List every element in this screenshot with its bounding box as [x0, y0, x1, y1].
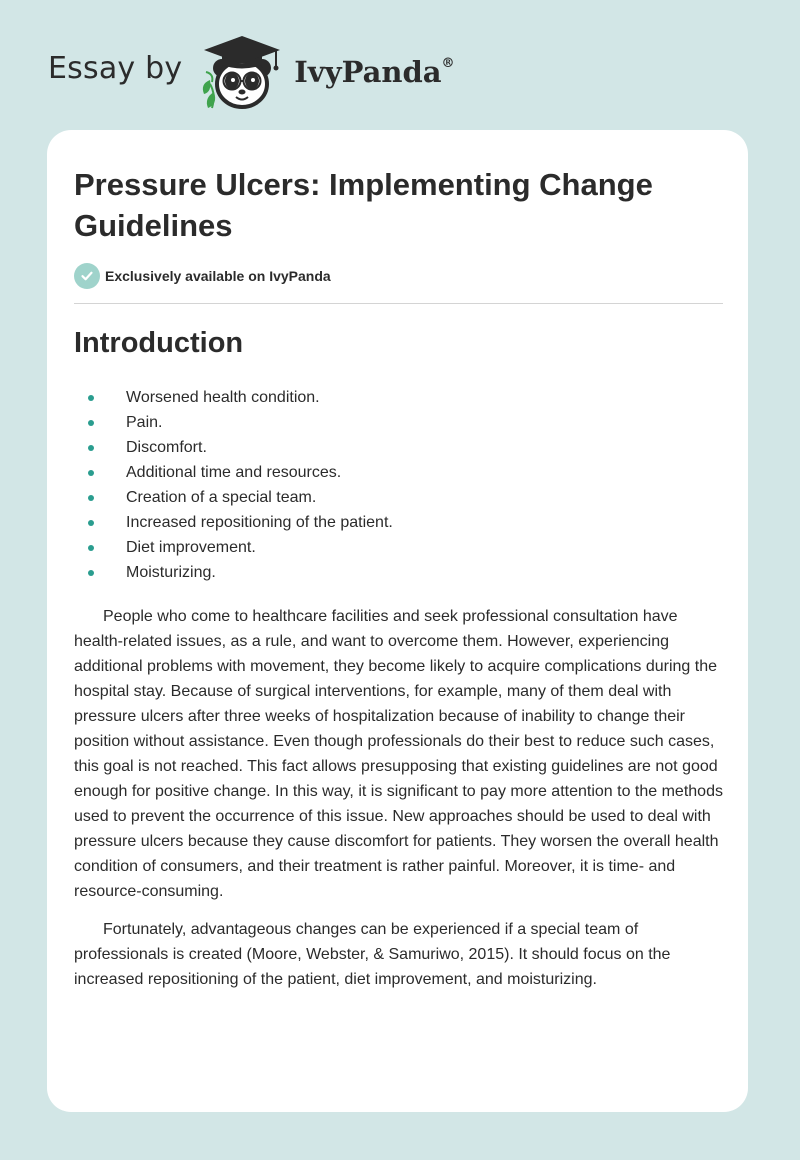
list-item [74, 560, 393, 585]
site-header [48, 34, 455, 114]
check-circle-icon [74, 263, 100, 289]
brand-name[interactable] [294, 55, 454, 89]
list-item [74, 435, 393, 460]
intro-bullet-list [74, 385, 393, 585]
list-item [74, 410, 393, 435]
essay-by-label: Essay by [48, 50, 183, 86]
bullet-dot-icon [88, 495, 94, 501]
list-item [74, 535, 393, 560]
ivy-leaf-icon [203, 72, 215, 108]
list-item-text: Diet improvement. [126, 539, 256, 556]
exclusive-label: Exclusively available on IvyPanda [105, 268, 331, 284]
list-item-text: Increased repositioning of the patient. [126, 514, 393, 531]
bullet-dot-icon [88, 445, 94, 451]
exclusive-badge [74, 263, 331, 289]
list-item-text: Creation of a special team. [126, 489, 317, 506]
section-heading-introduction: Introduction [74, 327, 244, 359]
bullet-dot-icon [88, 420, 94, 426]
essay-card [47, 130, 748, 1112]
list-item-text: Pain. [126, 414, 163, 431]
list-item [74, 460, 393, 485]
list-item [74, 485, 393, 510]
title-divider [74, 303, 723, 304]
list-item-text: Discomfort. [126, 439, 207, 456]
bullet-dot-icon [88, 395, 94, 401]
bullet-dot-icon [88, 570, 94, 576]
registered-mark: ® [441, 56, 455, 72]
list-item [74, 385, 393, 410]
list-item-text: Moisturizing. [126, 564, 216, 581]
list-item-text: Worsened health condition. [126, 389, 320, 406]
bullet-dot-icon [88, 470, 94, 476]
list-item [74, 510, 393, 535]
essay-title: Pressure Ulcers: Implementing Change Guidelines [74, 167, 653, 243]
bullet-dot-icon [88, 545, 94, 551]
list-item-text: Additional time and resources. [126, 464, 342, 481]
bullet-dot-icon [88, 520, 94, 526]
body-paragraph-1: People who come to healthcare facilities and seek professional consultation have health-related issues, as a rule, and want to overcome them. However, experiencing additional problems with movement, they become likely to acquire complications during the hospital stay. Because of surgical interventions, for example, many of them deal with pressure ulcers after three weeks of hospitalization because of inability to change their position without assistance. Even though professionals do their best to reduce such cases, this goal is not reached. This fact allows presupposing that existing guidelines are not good enough for positive change. In this way, it is significant to pay more attention to the methods used to prevent the occurrence of this issue. New approaches should be used to deal with pressure ulcers because they cause discomfort for patients. They worsen the overall health condition of consumers, and their treatment is rather painful. Moreover, it is time- and resource-consuming. [74, 608, 723, 900]
body-paragraph-2: Fortunately, advantageous changes can be experienced if a special team of professionals is created (Moore, Webster, & Samuriwo, 2015). It should focus on the increased repositioning of the patient, diet improvement, and moisturizing. [74, 921, 671, 988]
brand-name-text: IvyPanda [294, 55, 442, 89]
panda-graduation-cap-icon[interactable] [196, 34, 288, 114]
